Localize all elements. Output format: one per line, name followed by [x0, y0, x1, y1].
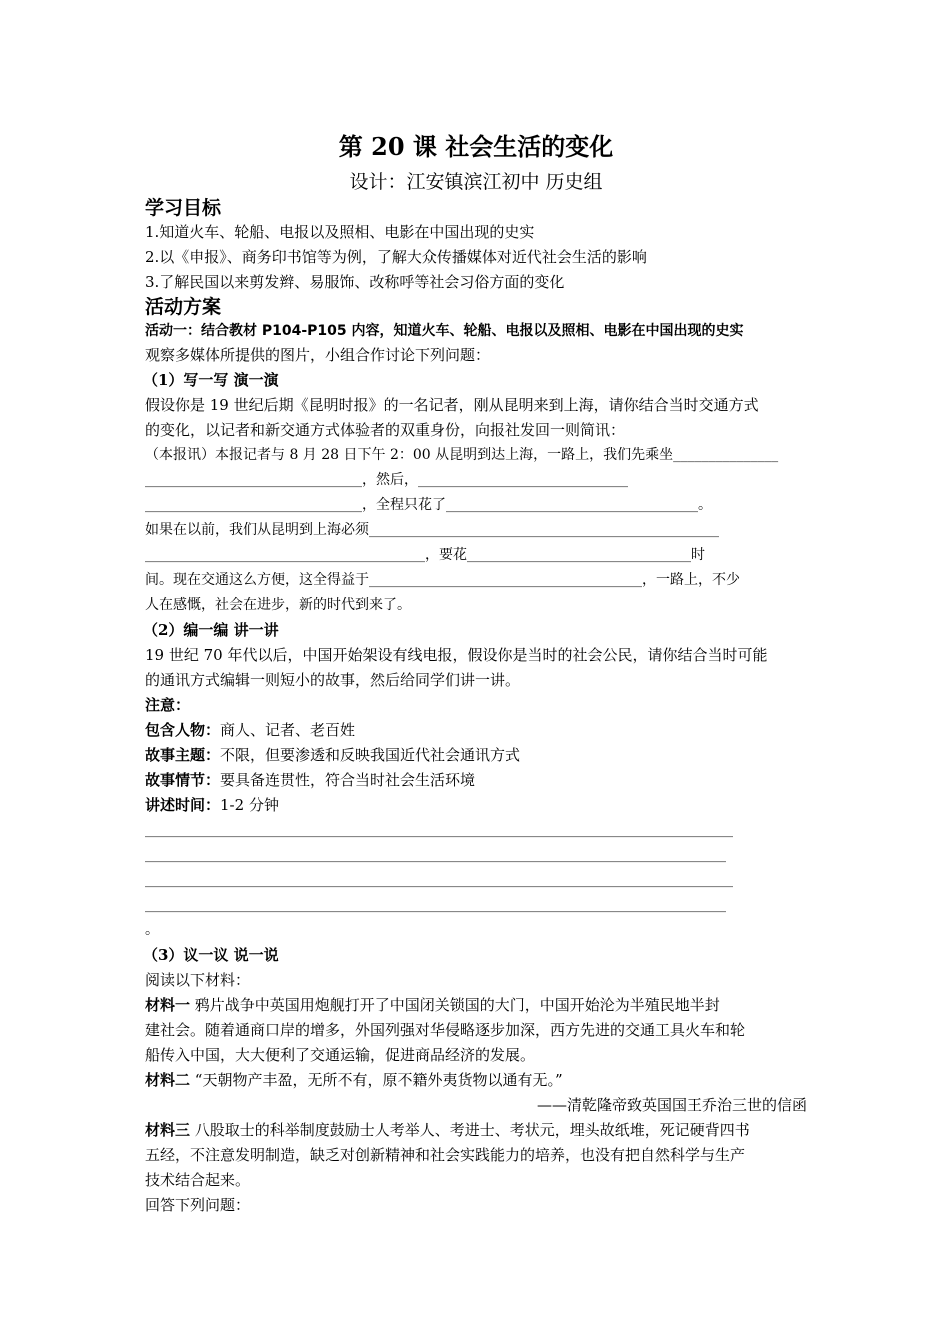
fill-line — [145, 568, 807, 593]
fill-line: 人在感慨，社会在进步，新的时代到来了。 — [145, 597, 411, 613]
material-text: 八股取士的科举制度鼓励士人考举人、考进士、考状元，埋头故纸堆，死记硬背四书 — [190, 1121, 750, 1139]
q1-text: 假设你是 19 世纪后期《昆明时报》的一名记者，刚从昆明来到上海，请你结合当时交通方式 — [145, 396, 759, 414]
answer-blank-line[interactable]: ____________________________________________________________________________________ — [145, 872, 733, 888]
material-label: 材料一 — [145, 996, 191, 1014]
q1-heading: （1）写一写 演一演 — [143, 371, 279, 389]
plan-heading: 活动方案 — [145, 296, 222, 318]
objective-item: 2.以《申报》、商务印书馆等为例，了解大众传播媒体对近代社会生活的影响 — [145, 248, 647, 266]
fill-line — [145, 518, 807, 543]
material-line: 船传入中国，大大便利了交通运输，促进商品经济的发展。 — [145, 1046, 536, 1064]
fill-text: 时 — [691, 547, 705, 563]
note-item-label: 故事情节： — [145, 771, 221, 789]
fill-line — [145, 493, 807, 518]
note-item-label: 讲述时间： — [145, 796, 221, 814]
blank-line[interactable]: ________________________________________ — [145, 547, 425, 563]
fill-line — [145, 543, 807, 568]
material-line: 建社会。随着通商口岸的增多，外国列强对华侵略逐步加深，西方先进的交通工具火车和轮 — [145, 1021, 746, 1039]
material-label: 材料二 — [145, 1071, 191, 1089]
blank-line[interactable]: _______________________________ — [145, 497, 362, 513]
blank-line[interactable]: ____________________________________ — [446, 497, 698, 513]
blank-line[interactable]: _______________ — [673, 447, 779, 463]
activity1-intro: 观察多媒体所提供的图片，小组合作讨论下列问题： — [145, 346, 491, 364]
document-page — [145, 130, 807, 1218]
fill-text: ，一路上，不少 — [642, 572, 740, 588]
q2-heading: （2）编一编 讲一讲 — [143, 621, 279, 639]
blank-line[interactable]: _______________________________________ — [369, 572, 642, 588]
material-line — [145, 1118, 807, 1143]
blank-line[interactable]: _______________________________ — [145, 472, 362, 488]
end-mark: 。 — [145, 922, 159, 938]
answer-blank-line[interactable]: ___________________________________________________________________________________ — [145, 897, 726, 913]
material-line: 技术结合起来。 — [145, 1171, 251, 1189]
material-line — [145, 993, 807, 1018]
q2-text: 的通讯方式编辑一则短小的故事，然后给同学们讲一讲。 — [145, 671, 521, 689]
q3-intro: 阅读以下材料： — [145, 971, 251, 989]
fill-text: ，然后， — [362, 472, 418, 488]
fill-text: ，全程只花了 — [362, 497, 446, 513]
fill-text: 如果在以前，我们从昆明到上海必须 — [145, 522, 369, 538]
q3-heading: （3）议一议 说一说 — [143, 946, 279, 964]
answer-prompt: 回答下列问题： — [145, 1196, 251, 1214]
objective-item: 1.知道火车、轮船、电报以及照相、电影在中国出现的史实 — [145, 223, 535, 241]
material-text: 鸦片战争中英国用炮舰打开了中国闭关锁国的大门，中国开始沦为半殖民地半封 — [190, 996, 720, 1014]
note-item-value: 1-2 分钟 — [220, 796, 279, 814]
blank-line[interactable]: ______________________________ — [418, 472, 628, 488]
blank-line[interactable]: ________________________________ — [467, 547, 691, 563]
answer-blank-line[interactable]: ____________________________________________________________________________________ — [145, 822, 733, 838]
note-item-value: 要具备连贯性，符合当时社会生活环境 — [220, 771, 476, 789]
blank-line[interactable]: __________________________________________________ — [369, 522, 719, 538]
material-source: ——清乾隆帝致英国国王乔治三世的信函 — [536, 1096, 807, 1114]
note-item-value: 商人、记者、老百姓 — [220, 721, 356, 739]
page-title: 第 20 课 社会生活的变化 — [338, 132, 614, 161]
fill-line — [145, 468, 807, 493]
fill-text: ，要花 — [425, 547, 467, 563]
material-text: “天朝物产丰盈，无所不有，原不籍外夷货物以通有无。” — [190, 1071, 563, 1089]
objective-item: 3.了解民国以来剪发辫、易服饰、改称呼等社会习俗方面的变化 — [145, 273, 565, 291]
note-item — [145, 743, 807, 768]
answer-blank-line[interactable]: ___________________________________________________________________________________ — [145, 847, 726, 863]
q1-text: 的变化，以记者和新交通方式体验者的双重身份，向报社发回一则简讯： — [145, 421, 626, 439]
note-item — [145, 718, 807, 743]
objectives-heading: 学习目标 — [145, 197, 222, 219]
activity1-heading: 活动一：结合教材 P104-P105 内容，知道火车、轮船、电报以及照相、电影在中国出现的史实 — [145, 323, 744, 339]
fill-line — [145, 443, 807, 468]
q2-text: 19 世纪 70 年代以后，中国开始架设有线电报，假设你是当时的社会公民，请你结合当时可能 — [145, 646, 768, 664]
note-item-label: 故事主题： — [145, 746, 221, 764]
note-label: 注意： — [145, 696, 191, 714]
fill-text: 。 — [698, 497, 712, 513]
fill-text: （本报讯）本报记者与 8 月 28 日下午 2：00 从昆明到达上海，一路上，我们先乘坐 — [145, 447, 674, 463]
page-subtitle: 设计：江安镇滨江初中 历史组 — [349, 171, 603, 193]
note-item-value: 不限，但要渗透和反映我国近代社会通讯方式 — [220, 746, 521, 764]
fill-text: 间。现在交通这么方便，这全得益于 — [145, 572, 369, 588]
note-item — [145, 793, 807, 818]
material-line: 五经，不注意发明制造，缺乏对创新精神和社会实践能力的培养，也没有把自然科学与生产 — [145, 1146, 746, 1164]
material-line — [145, 1068, 807, 1093]
note-item — [145, 768, 807, 793]
note-item-label: 包含人物： — [145, 721, 221, 739]
material-label: 材料三 — [145, 1121, 191, 1139]
